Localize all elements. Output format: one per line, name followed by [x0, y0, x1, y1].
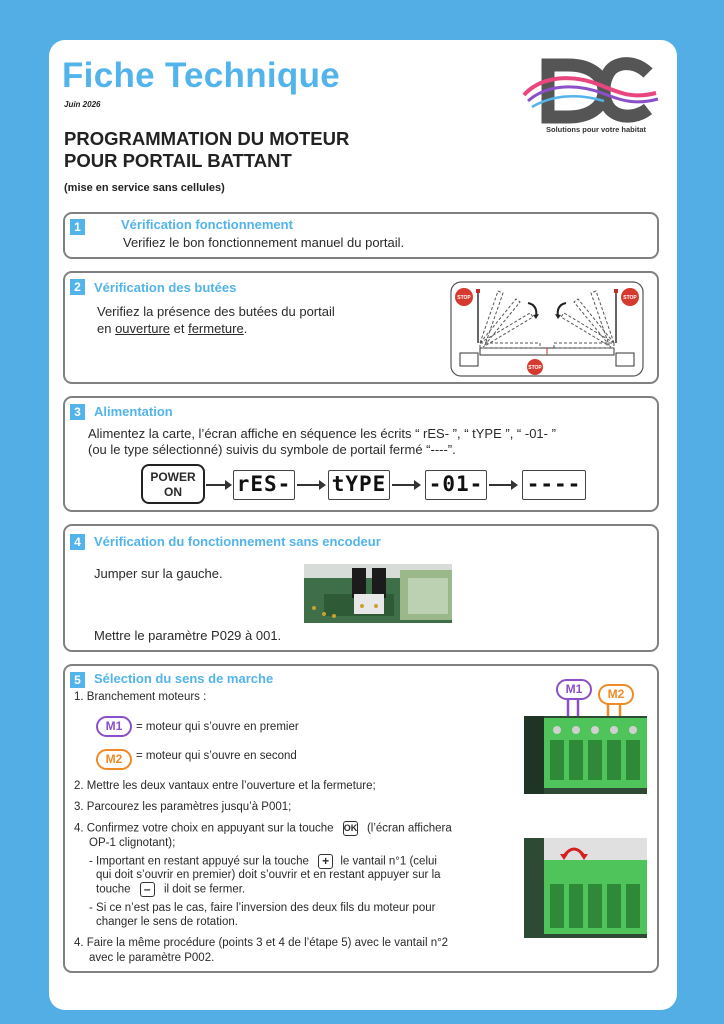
section-1-title: Vérification fonctionnement: [121, 217, 293, 232]
power-on-badge: [141, 464, 205, 504]
arrow-icon: [297, 484, 324, 486]
svg-text:STOP: STOP: [623, 295, 637, 301]
heading-line-1: PROGRAMMATION DU MOTEUR: [64, 128, 350, 149]
section-3-line-1: Alimentez la carte, l’écran affiche en séquence les écrits “ rES- ”, “ tYPE ”, “ -01- ”: [88, 426, 556, 441]
page-title: Fiche Technique: [62, 56, 341, 95]
ok-key-icon: OK: [343, 821, 358, 836]
m2-description: = moteur qui s’ouvre en second: [136, 750, 297, 762]
text-fragment: (l’écran affichera: [366, 822, 452, 835]
minus-key-icon: –: [140, 882, 155, 897]
section-2-line-2: [97, 320, 247, 337]
m2-badge: M2: [96, 749, 132, 770]
display-type: tYPE: [328, 470, 390, 500]
heading-line-2: POUR PORTAIL BATTANT: [64, 150, 292, 171]
on-label: ON: [164, 485, 182, 499]
power-label: POWER: [150, 470, 196, 484]
text-fragment: touche: [96, 883, 131, 896]
text-fragment: 4. Confirmez votre choix en appuyant sur la touche: [74, 822, 334, 835]
section-4-title: Vérification du fonctionnement sans encodeur: [94, 534, 381, 549]
motor-connector-photo: [524, 700, 647, 794]
bullet-1-line-2: qui doit s’ouvrir en premier) doit s’ouvrir et en restant appuyer sur la: [96, 869, 441, 881]
plus-key-icon: +: [318, 854, 333, 869]
section-5-title: Sélection du sens de marche: [94, 671, 274, 686]
photo-m1-badge: M1: [556, 679, 592, 700]
arrow-icon: [489, 484, 516, 486]
logo-tagline: Solutions pour votre habitat: [546, 125, 647, 134]
text-fragment: - Important en restant appuyé sur la touche: [89, 855, 309, 868]
step-5-line-2: avec le paramètre P002.: [89, 952, 215, 964]
text-fragment: .: [243, 321, 248, 336]
text-fragment: il doit se fermer.: [163, 883, 246, 896]
arrow-icon: [392, 484, 419, 486]
section-4-line-1: Jumper sur la gauche.: [94, 566, 223, 581]
photo-m2-badge: M2: [598, 684, 634, 705]
step-4-line-1: [74, 821, 452, 837]
section-2-title: Vérification des butées: [94, 280, 237, 295]
section-5-number: 5: [70, 672, 85, 688]
wire-swap-photo: [524, 838, 647, 938]
section-3-title: Alimentation: [94, 404, 173, 419]
jumper-photo: [304, 564, 452, 623]
section-2-line-1: Verifiez la présence des butées du portail: [97, 304, 335, 319]
svg-text:STOP: STOP: [457, 295, 471, 301]
bullet-2-line-1: - Si ce n’est pas le cas, faire l’inversion des deux fils du moteur pour: [89, 902, 436, 914]
m1-badge: M1: [96, 716, 132, 737]
step-2: 2. Mettre les deux vantaux entre l’ouverture et la fermeture;: [74, 780, 376, 792]
word-ouverture: ouverture: [115, 321, 170, 336]
section-4-line-2: Mettre le paramètre P029 à 001.: [94, 628, 282, 643]
section-3-number: 3: [70, 404, 85, 420]
bullet-1-line-3: [96, 882, 245, 898]
word-fermeture: fermeture: [188, 321, 244, 336]
m1-description: = moteur qui s’ouvre en premier: [136, 721, 299, 733]
svg-text:STOP: STOP: [528, 365, 542, 371]
arrow-icon: [206, 484, 230, 486]
text-fragment: le vantail n°1 (celui: [340, 855, 437, 868]
text-fragment: en: [97, 321, 116, 336]
section-3-line-2: (ou le type sélectionné) suivis du symbole de portail fermé “----”.: [88, 442, 456, 457]
section-4-number: 4: [70, 534, 85, 550]
section-1-number: 1: [70, 219, 85, 235]
step-5-line-1: 4. Faire la même procédure (points 3 et 4 de l’étape 5) avec le vantail n°2: [74, 937, 449, 949]
display-res: rES-: [233, 470, 295, 500]
display-closed: ----: [522, 470, 586, 500]
text-fragment: et: [170, 321, 189, 336]
display-01: -01-: [425, 470, 487, 500]
date: Juin 2026: [64, 100, 101, 109]
document-subtitle: (mise en service sans cellules): [64, 182, 225, 194]
document-heading: [64, 128, 349, 172]
bullet-2-line-2: changer le sens de rotation.: [96, 916, 238, 928]
section-1-text: Verifiez le bon fonctionnement manuel du portail.: [123, 235, 405, 250]
gate-stops-diagram: [450, 281, 644, 377]
step-4-line-2: OP-1 clignotant);: [89, 837, 176, 849]
step-1: 1. Branchement moteurs :: [74, 691, 207, 703]
step-3: 3. Parcourez les paramètres jusqu’à P001;: [74, 801, 292, 813]
section-2-number: 2: [70, 279, 85, 295]
